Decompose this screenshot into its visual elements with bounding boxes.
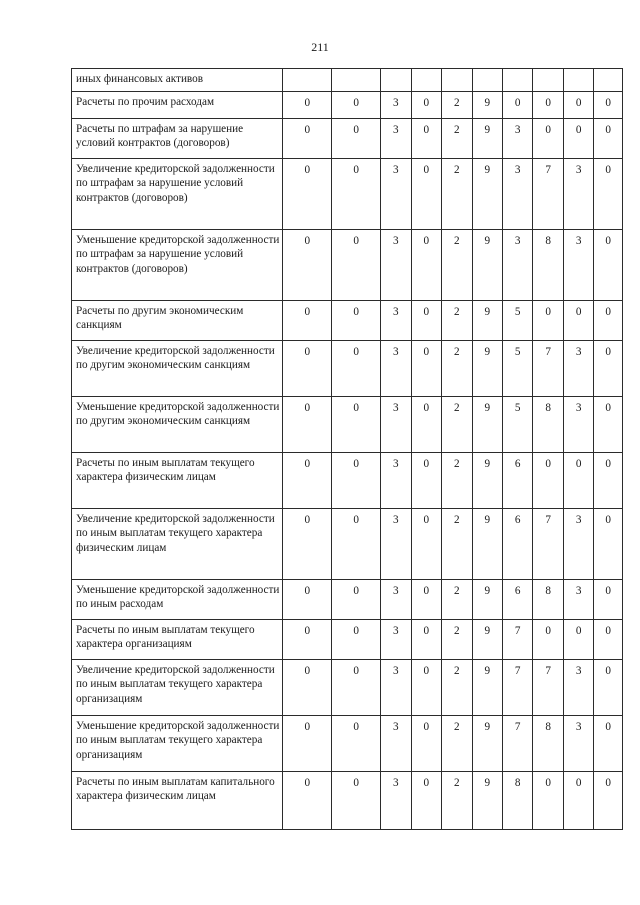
code-digit-cell: 2 <box>442 508 472 579</box>
table-row <box>72 771 623 829</box>
code-digit-cell: 0 <box>594 619 623 659</box>
code-digit-cell: 0 <box>283 579 332 619</box>
row-label: Уменьшение кредиторской задолженности по иным расходам <box>72 579 283 619</box>
row-label: Расчеты по иным выплатам текущего характера организациям <box>72 619 283 659</box>
code-digit-cell: 0 <box>563 91 593 118</box>
code-digit-cell: 0 <box>332 771 381 829</box>
code-digit-cell: 0 <box>411 715 441 771</box>
code-digit-cell: 2 <box>442 715 472 771</box>
row-label: Расчеты по штрафам за нарушение условий контрактов (договоров) <box>72 118 283 158</box>
code-digit-cell: 0 <box>594 158 623 229</box>
code-digit-cell: 6 <box>502 508 532 579</box>
code-digit-cell: 3 <box>381 715 411 771</box>
code-digit-cell: 0 <box>332 158 381 229</box>
row-label: Расчеты по иным выплатам текущего характера физическим лицам <box>72 452 283 508</box>
code-digit-cell: 2 <box>442 300 472 340</box>
code-digit-cell: 0 <box>594 771 623 829</box>
code-digit-cell: 0 <box>411 452 441 508</box>
code-digit-cell: 9 <box>472 118 502 158</box>
row-label: Расчеты по прочим расходам <box>72 91 283 118</box>
code-digit-cell: 2 <box>442 771 472 829</box>
code-digit-cell: 0 <box>533 771 563 829</box>
code-digit-cell <box>283 69 332 92</box>
code-digit-cell: 0 <box>283 771 332 829</box>
code-digit-cell: 0 <box>332 659 381 715</box>
code-digit-cell: 0 <box>594 508 623 579</box>
code-digit-cell: 0 <box>332 340 381 396</box>
code-digit-cell: 2 <box>442 452 472 508</box>
code-digit-cell: 0 <box>563 118 593 158</box>
row-label: Уменьшение кредиторской задолженности по штрафам за нарушение условий контрактов (договоров) <box>72 229 283 300</box>
code-digit-cell: 0 <box>533 619 563 659</box>
code-digit-cell: 3 <box>381 579 411 619</box>
code-digit-cell: 3 <box>381 771 411 829</box>
code-digit-cell <box>563 69 593 92</box>
code-digit-cell: 9 <box>472 508 502 579</box>
table-row <box>72 69 623 92</box>
table-row <box>72 158 623 229</box>
code-digit-cell: 0 <box>594 396 623 452</box>
code-digit-cell: 7 <box>502 715 532 771</box>
code-digit-cell: 3 <box>563 229 593 300</box>
code-digit-cell: 3 <box>381 340 411 396</box>
code-digit-cell: 5 <box>502 396 532 452</box>
code-digit-cell: 3 <box>381 118 411 158</box>
code-digit-cell: 0 <box>563 771 593 829</box>
code-digit-cell: 3 <box>502 158 532 229</box>
code-digit-cell: 9 <box>472 659 502 715</box>
row-label: Расчеты по другим экономическим санкциям <box>72 300 283 340</box>
code-digit-cell: 0 <box>283 300 332 340</box>
code-digit-cell: 3 <box>563 340 593 396</box>
code-digit-cell: 0 <box>332 118 381 158</box>
code-digit-cell: 3 <box>381 659 411 715</box>
code-digit-cell: 0 <box>283 508 332 579</box>
code-digit-cell: 8 <box>533 396 563 452</box>
account-code-table <box>71 68 623 830</box>
code-digit-cell: 9 <box>472 91 502 118</box>
code-digit-cell: 7 <box>533 340 563 396</box>
code-digit-cell: 0 <box>594 118 623 158</box>
code-digit-cell: 0 <box>594 579 623 619</box>
code-digit-cell: 3 <box>381 452 411 508</box>
code-digit-cell: 0 <box>411 659 441 715</box>
code-digit-cell: 2 <box>442 118 472 158</box>
row-label: Увеличение кредиторской задолженности по другим экономическим санкциям <box>72 340 283 396</box>
code-digit-cell: 3 <box>381 396 411 452</box>
code-digit-cell: 5 <box>502 300 532 340</box>
table-row <box>72 619 623 659</box>
code-digit-cell: 0 <box>563 300 593 340</box>
code-digit-cell: 0 <box>332 715 381 771</box>
code-digit-cell: 0 <box>411 396 441 452</box>
code-digit-cell: 0 <box>411 340 441 396</box>
code-digit-cell: 7 <box>502 659 532 715</box>
code-digit-cell: 0 <box>283 619 332 659</box>
code-digit-cell <box>411 69 441 92</box>
code-digit-cell: 3 <box>381 508 411 579</box>
code-digit-cell: 0 <box>563 452 593 508</box>
code-digit-cell: 7 <box>533 659 563 715</box>
code-digit-cell: 0 <box>283 452 332 508</box>
code-digit-cell: 0 <box>533 118 563 158</box>
code-digit-cell: 0 <box>332 579 381 619</box>
code-digit-cell: 3 <box>563 158 593 229</box>
code-digit-cell: 0 <box>332 508 381 579</box>
code-digit-cell: 0 <box>411 300 441 340</box>
code-digit-cell: 7 <box>502 619 532 659</box>
code-digit-cell: 8 <box>533 229 563 300</box>
code-digit-cell: 0 <box>594 659 623 715</box>
table-row <box>72 229 623 300</box>
table-row <box>72 91 623 118</box>
code-digit-cell: 0 <box>283 229 332 300</box>
code-digit-cell: 0 <box>332 91 381 118</box>
code-digit-cell: 3 <box>563 579 593 619</box>
code-digit-cell: 0 <box>411 508 441 579</box>
table-row <box>72 118 623 158</box>
page-number: 211 <box>311 40 329 54</box>
table-row <box>72 340 623 396</box>
code-digit-cell: 8 <box>533 715 563 771</box>
code-digit-cell: 5 <box>502 340 532 396</box>
code-digit-cell: 2 <box>442 619 472 659</box>
code-digit-cell: 0 <box>283 118 332 158</box>
table-row <box>72 508 623 579</box>
code-digit-cell: 0 <box>533 452 563 508</box>
code-digit-cell: 2 <box>442 579 472 619</box>
code-digit-cell: 3 <box>563 396 593 452</box>
code-digit-cell: 2 <box>442 340 472 396</box>
code-digit-cell: 3 <box>563 659 593 715</box>
code-digit-cell: 0 <box>594 91 623 118</box>
code-digit-cell: 0 <box>594 452 623 508</box>
code-digit-cell: 3 <box>381 300 411 340</box>
code-digit-cell <box>442 69 472 92</box>
code-digit-cell: 2 <box>442 158 472 229</box>
code-digit-cell: 2 <box>442 229 472 300</box>
code-digit-cell: 8 <box>502 771 532 829</box>
code-digit-cell: 2 <box>442 659 472 715</box>
code-digit-cell: 9 <box>472 300 502 340</box>
code-digit-cell: 0 <box>411 91 441 118</box>
row-label: Уменьшение кредиторской задолженности по другим экономическим санкциям <box>72 396 283 452</box>
code-digit-cell: 3 <box>563 715 593 771</box>
code-digit-cell: 0 <box>411 579 441 619</box>
table-row <box>72 300 623 340</box>
row-label: Увеличение кредиторской задолженности по иным выплатам текущего характера организациям <box>72 659 283 715</box>
code-digit-cell: 0 <box>411 229 441 300</box>
code-digit-cell: 0 <box>594 229 623 300</box>
code-digit-cell: 0 <box>502 91 532 118</box>
code-digit-cell: 0 <box>533 91 563 118</box>
code-digit-cell: 9 <box>472 619 502 659</box>
code-digit-cell: 9 <box>472 579 502 619</box>
code-digit-cell: 9 <box>472 715 502 771</box>
row-label: Увеличение кредиторской задолженности по иным выплатам текущего характера физическим лицам <box>72 508 283 579</box>
code-digit-cell: 0 <box>283 340 332 396</box>
table-row <box>72 579 623 619</box>
code-digit-cell: 0 <box>594 340 623 396</box>
code-digit-cell: 3 <box>502 229 532 300</box>
row-label: Увеличение кредиторской задолженности по штрафам за нарушение условий контрактов (договоров) <box>72 158 283 229</box>
code-digit-cell <box>472 69 502 92</box>
code-digit-cell: 9 <box>472 771 502 829</box>
table-row <box>72 396 623 452</box>
code-digit-cell: 0 <box>283 158 332 229</box>
code-digit-cell: 0 <box>332 619 381 659</box>
code-digit-cell: 9 <box>472 229 502 300</box>
table-row <box>72 715 623 771</box>
code-digit-cell: 0 <box>411 771 441 829</box>
code-digit-cell: 9 <box>472 396 502 452</box>
code-digit-cell: 0 <box>332 300 381 340</box>
code-digit-cell: 0 <box>411 158 441 229</box>
code-digit-cell: 0 <box>411 118 441 158</box>
table-row <box>72 452 623 508</box>
code-digit-cell: 0 <box>594 300 623 340</box>
code-digit-cell: 0 <box>283 396 332 452</box>
code-digit-cell: 0 <box>594 715 623 771</box>
row-label: иных финансовых активов <box>72 69 283 92</box>
code-digit-cell: 2 <box>442 91 472 118</box>
code-digit-cell: 9 <box>472 452 502 508</box>
code-digit-cell: 3 <box>381 229 411 300</box>
row-label: Уменьшение кредиторской задолженности по иным выплатам текущего характера организациям <box>72 715 283 771</box>
code-digit-cell: 0 <box>283 715 332 771</box>
code-digit-cell: 7 <box>533 508 563 579</box>
code-digit-cell: 0 <box>533 300 563 340</box>
table-body <box>72 69 623 830</box>
code-digit-cell <box>332 69 381 92</box>
code-digit-cell: 6 <box>502 579 532 619</box>
code-digit-cell: 9 <box>472 158 502 229</box>
code-digit-cell: 2 <box>442 396 472 452</box>
code-digit-cell: 0 <box>332 396 381 452</box>
table-row <box>72 659 623 715</box>
code-digit-cell: 3 <box>563 508 593 579</box>
code-digit-cell: 0 <box>332 452 381 508</box>
row-label: Расчеты по иным выплатам капитального характера физическим лицам <box>72 771 283 829</box>
code-digit-cell <box>533 69 563 92</box>
code-digit-cell: 3 <box>381 158 411 229</box>
code-digit-cell: 3 <box>381 91 411 118</box>
code-digit-cell: 0 <box>283 659 332 715</box>
code-digit-cell: 8 <box>533 579 563 619</box>
code-digit-cell: 9 <box>472 340 502 396</box>
code-digit-cell: 3 <box>502 118 532 158</box>
code-digit-cell <box>381 69 411 92</box>
code-digit-cell: 0 <box>283 91 332 118</box>
code-digit-cell: 0 <box>563 619 593 659</box>
code-digit-cell: 0 <box>332 229 381 300</box>
code-digit-cell: 0 <box>411 619 441 659</box>
code-digit-cell: 3 <box>381 619 411 659</box>
code-digit-cell <box>502 69 532 92</box>
code-digit-cell: 7 <box>533 158 563 229</box>
code-digit-cell: 6 <box>502 452 532 508</box>
code-digit-cell <box>594 69 623 92</box>
